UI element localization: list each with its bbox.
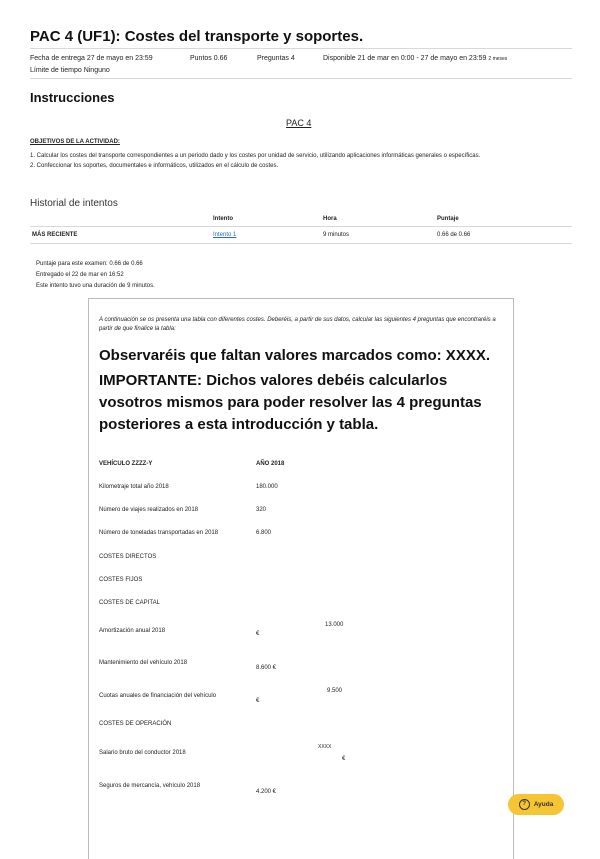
- submitted-date: Entregado el 22 de mar en 16:52: [36, 272, 124, 278]
- table-label: Seguros de mercancía, vehículo 2018: [99, 783, 201, 789]
- col-attempt: Intento: [213, 216, 233, 222]
- objectives-heading: OBJETIVOS DE LA ACTIVIDAD:: [30, 139, 120, 145]
- quiz-intro: A continuación se os presenta una tabla con diferentes costes. Deberéis, a partir de sus datos, calcular las siguientes 4 preguntas que encontraréis a partir de que finalice la tabla:: [99, 317, 496, 332]
- table-label: Salario bruto del conductor 2018: [99, 750, 186, 756]
- divider: [30, 78, 572, 79]
- table-label: Número de viajes realizados en 2018: [99, 507, 199, 513]
- col-score: Puntaje: [437, 216, 459, 222]
- section-label: COSTES FIJOS: [99, 577, 143, 583]
- table-divider: [30, 243, 572, 244]
- table-value: 180.000: [256, 484, 278, 490]
- currency-unit: €: [256, 698, 260, 704]
- page-title: PAC 4 (UF1): Costes del transporte y soportes.: [30, 28, 364, 45]
- divider: [30, 48, 572, 49]
- help-button[interactable]: [508, 794, 564, 815]
- instructions-heading: Instrucciones: [30, 90, 115, 105]
- important-note: IMPORTANTE: Dichos valores debéis calcularlos vosotros mismos para poder resolver las 4 preguntas posteriores a esta introducción y tabla.: [99, 372, 482, 433]
- section-label: COSTES DE CAPITAL: [99, 600, 160, 606]
- objective-item: 1. Calcular los costes del transporte correspondientes a un periodo dado y los costes por unidad de servicio, utilizando aplicaciones informáticas generales o específicas.: [30, 153, 481, 159]
- table-label: Mantenimiento del vehículo 2018: [99, 660, 188, 666]
- table-label: Kilometraje total año 2018: [99, 484, 169, 490]
- missing-values-note: Observaréis que faltan valores marcados como: XXXX.: [99, 347, 490, 364]
- table-label: Cuotas anuales de financiación del vehículo: [99, 693, 217, 699]
- table-value: 9.500: [327, 688, 343, 694]
- table-label: VEHÍCULO ZZZZ-Y: [99, 461, 153, 467]
- currency-unit: €: [342, 756, 346, 762]
- table-value: 8.600 €: [256, 665, 277, 671]
- table-divider: [30, 226, 572, 227]
- availability: Disponible 21 de mar en 0:00 - 27 de mayo en 23:59 2 meses: [323, 55, 508, 62]
- missing-value: XXXX: [318, 744, 332, 750]
- due-date: Fecha de entrega 27 de mayo en 23:59: [30, 55, 153, 62]
- table-value: 320: [256, 507, 267, 513]
- history-heading: Historial de intentos: [30, 198, 118, 209]
- question-mark-icon: ?: [519, 799, 530, 810]
- table-value: 6.800: [256, 530, 272, 536]
- col-time: Hora: [323, 216, 337, 222]
- attempt-score: 0.66 de 0.66: [437, 232, 471, 238]
- time-limit: Límite de tiempo Ninguno: [30, 67, 110, 74]
- attempt-link[interactable]: Intento 1: [213, 232, 237, 238]
- table-value: 13.000: [325, 622, 344, 628]
- help-label: Ayuda: [533, 801, 554, 808]
- currency-unit: €: [256, 631, 260, 637]
- questions-count: Preguntas 4: [257, 55, 295, 62]
- table-value: 4.200 €: [256, 789, 277, 795]
- objective-item: 2. Confeccionar los soportes, documentales e informáticos, utilizados en el cálculo de costes.: [30, 163, 279, 169]
- points: Puntos 0.66: [190, 55, 228, 62]
- table-label: Número de toneladas transportadas en 2018: [99, 530, 219, 536]
- row-label: MÁS RECIENTE: [32, 232, 78, 238]
- table-label: Amortización anual 2018: [99, 628, 166, 634]
- exam-score: Puntaje para este examen: 0.66 de 0.66: [36, 261, 143, 267]
- attempt-time: 9 minutos: [323, 232, 350, 238]
- section-label: COSTES DIRECTOS: [99, 554, 157, 560]
- attempt-duration: Este intento tuvo una duración de 9 minutos.: [36, 283, 155, 289]
- table-value: AÑO 2018: [256, 461, 285, 467]
- pac-link[interactable]: PAC 4: [286, 118, 312, 128]
- section-label: COSTES DE OPERACIÓN: [99, 721, 172, 727]
